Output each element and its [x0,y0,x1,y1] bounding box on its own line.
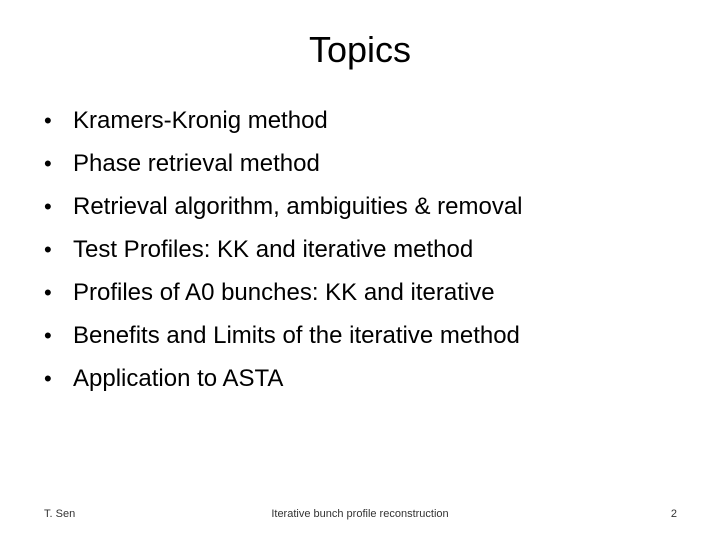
page-number: 2 [670,508,677,520]
footer-author: T. Sen [44,508,76,520]
topic-item [44,228,684,271]
bullet-icon: • [44,366,52,391]
topic-item [44,314,684,357]
topic-item [44,185,684,228]
bullet-icon: • [44,151,52,176]
bullet-icon: • [44,237,52,262]
bullet-icon: • [44,108,52,133]
footer-subtitle: Iterative bunch profile reconstruction [271,508,449,520]
topic-text: Test Profiles: KK and iterative method [73,236,474,263]
topic-text: Application to ASTA [73,365,284,392]
bullet-icon: • [44,323,52,348]
bullet-icon: • [44,280,52,305]
topic-item [44,142,684,185]
topic-item [44,357,684,400]
topic-list [44,99,684,400]
bullet-icon: • [44,194,52,219]
topic-text: Kramers-Kronig method [73,107,328,134]
topic-text: Benefits and Limits of the iterative method [73,322,520,349]
slide-title: Topics [308,29,412,70]
topic-text: Profiles of A0 bunches: KK and iterative [73,279,495,306]
topic-item [44,99,684,142]
topic-item [44,271,684,314]
topic-text: Phase retrieval method [73,150,320,177]
topic-text: Retrieval algorithm, ambiguities & removal [73,193,523,220]
